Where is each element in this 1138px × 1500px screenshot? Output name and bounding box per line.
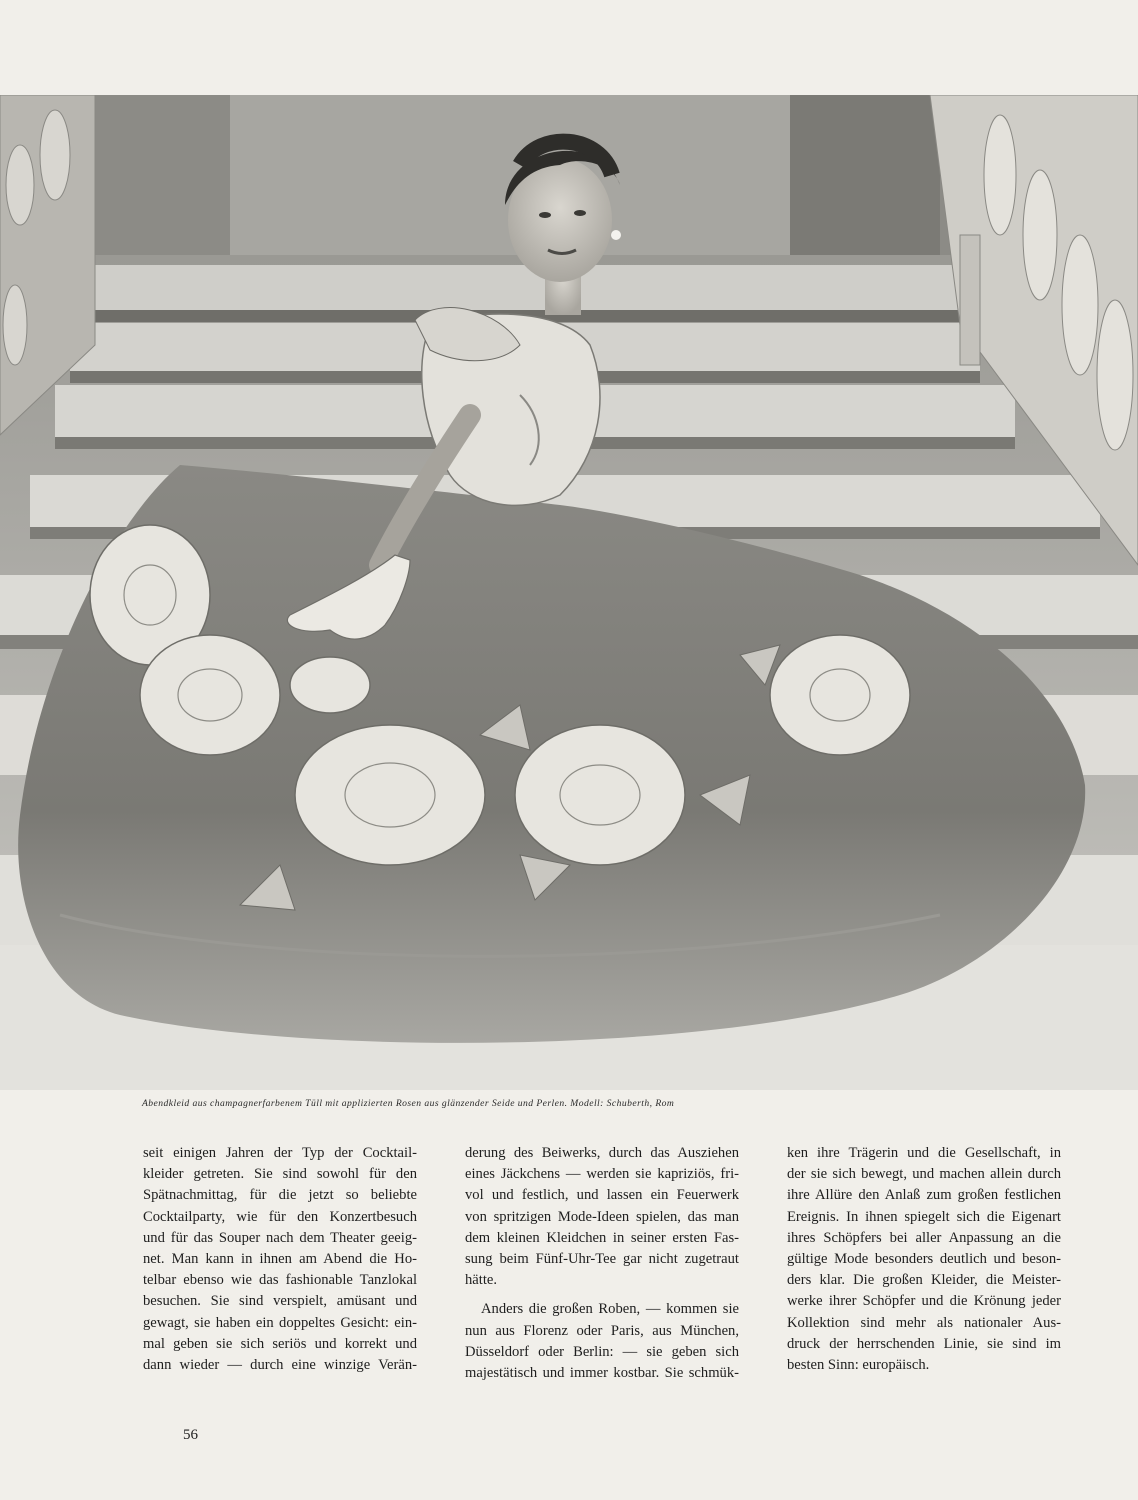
text-line: und für das Souper nach dem Theater geeig- <box>143 1229 417 1246</box>
text-line: besuchen. Sie sind verspielt, amüsant und <box>143 1293 417 1310</box>
text-line: seit einigen Jahren der Typ der Cocktail- <box>143 1145 417 1161</box>
text-line: Spätnachmittag, für die jetzt so beliebte <box>143 1187 417 1204</box>
text-line: von spritzigen Mode-Ideen spielen, das man <box>465 1208 739 1225</box>
photo-caption: Abendkleid aus champagnerfarbenem Tüll mit applizierten Rosen aus glänzender Seide und Perlen. Modell: Schuberth, Rom <box>142 1098 675 1109</box>
text-line: ders klar. Die großen Kleider, die Meister- <box>787 1272 1061 1289</box>
page-number: 56 <box>183 1427 198 1443</box>
text-line: derung des Beiwerks, durch das Ausziehen <box>465 1145 739 1161</box>
text-column-2 <box>465 1143 739 1384</box>
text-line: Ereignis. In ihnen spiegelt sich die Eigenart <box>787 1208 1061 1225</box>
text-line: majestätisch und immer kostbar. Sie schmük- <box>465 1365 739 1382</box>
text-line: sung beim Fünf-Uhr-Tee gar nicht zugetraut <box>465 1251 739 1268</box>
text-line: ken ihre Trägerin und die Gesellschaft, in <box>787 1145 1061 1161</box>
text-line: kleider getreten. Sie sind sowohl für den <box>143 1166 417 1183</box>
text-line: gültige Mode besonders deutlich und beson- <box>787 1251 1061 1268</box>
text-line: Düsseldorf oder Berlin: — sie geben sich <box>465 1343 739 1360</box>
text-line: dem kleinen Kleidchen in seiner ersten Fas- <box>465 1229 739 1246</box>
text-line: hätte. <box>465 1272 498 1289</box>
text-line: nun aus Florenz oder Paris, aus München, <box>465 1322 739 1339</box>
text-line: werke ihrer Schöpfer und die Krönung jeder <box>787 1293 1061 1310</box>
text-line: telbar ebenso wie das fashionable Tanzlokal <box>143 1272 417 1289</box>
text-column-3 <box>787 1143 1061 1376</box>
text-line: ihres Schöpfers bei aller Anpassung an die <box>787 1229 1061 1246</box>
text-line: eines Jäckchens — werden sie kapriziös, fri- <box>465 1166 739 1183</box>
text-line: Kollektion sind mehr als nationaler Aus- <box>787 1314 1061 1331</box>
text-line: der sie sich bewegt, und machen allein durch <box>787 1166 1061 1183</box>
text-line: vol und festlich, und lassen ein Feuerwerk <box>465 1187 739 1204</box>
photo-evening-gown-on-staircase <box>0 95 1138 1090</box>
text-line: gewagt, sie haben ein doppeltes Gesicht: ein- <box>143 1314 417 1331</box>
fashion-photograph <box>0 95 1138 1090</box>
paragraph-gap <box>465 1291 739 1299</box>
text-column-1 <box>143 1143 417 1376</box>
text-line: ihre Allüre den Anlaß zum großen festlichen <box>787 1187 1061 1204</box>
text-line: druck der herrschenden Linie, sie sind im <box>787 1335 1061 1352</box>
text-line: Cocktailparty, wie für den Konzertbesuch <box>143 1208 417 1225</box>
text-line: dann wieder — durch eine winzige Verän- <box>143 1357 417 1374</box>
text-line: net. Man kann in ihnen am Abend die Ho- <box>143 1251 417 1268</box>
text-line: Anders die großen Roben, — kommen sie <box>481 1301 739 1318</box>
text-line: besten Sinn: europäisch. <box>787 1357 930 1374</box>
text-line: mal geben sie sich seriös und korrekt und <box>143 1335 417 1352</box>
